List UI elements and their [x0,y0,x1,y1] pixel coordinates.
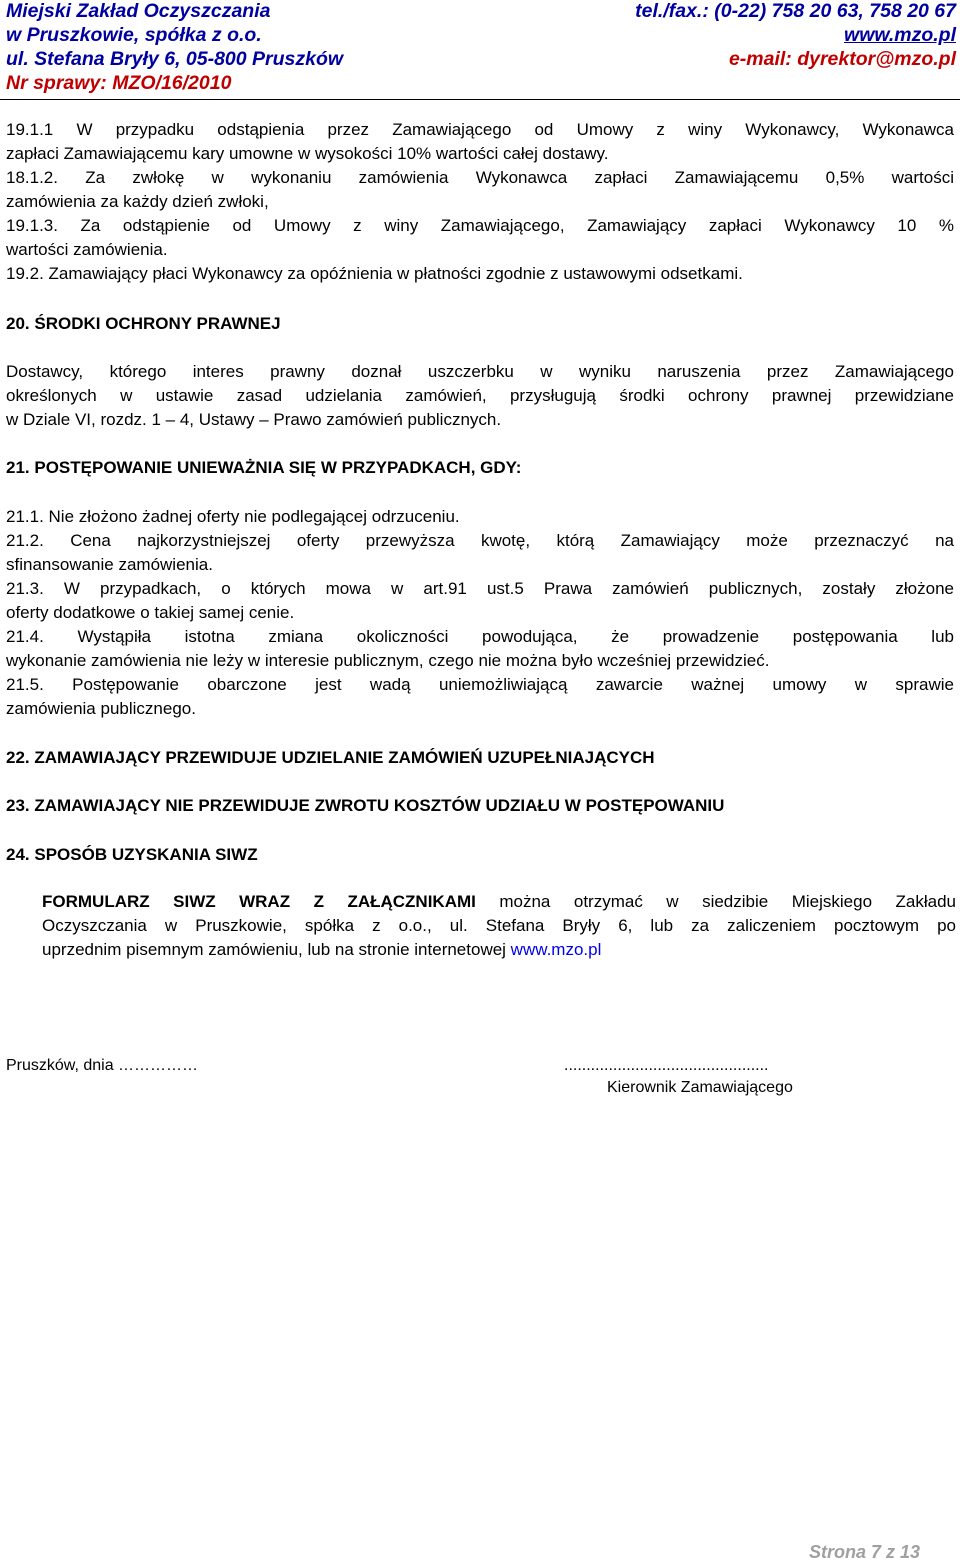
website-link-body[interactable]: www.mzo.pl [510,940,602,959]
s20-line-3: w Dziale VI, rozdz. 1 – 4, Ustawy – Prawo zamówień publicznych. [6,410,502,429]
email-address[interactable]: e-mail: dyrektor@mzo.pl [728,48,956,70]
letterhead-row-4 [6,72,956,95]
website-link[interactable]: www.mzo.pl [844,24,956,46]
signature-dots: .............................................. [564,1057,769,1074]
s21-line-6: 21.4. Wystąpiła istotna zmiana okoliczności powodująca, że prowadzenie postępowania lub [6,627,954,646]
s19-line-6: wartości zamówienia. [6,240,168,259]
s21-line-8: 21.5. Postępowanie obarczone jest wadą uniemożliwiającą zawarcie ważnej umowy w sprawie [6,675,954,694]
company-name: Miejski Zakład Oczyszczania [6,0,271,22]
s24-line-3-text: uprzednim pisemnym zamówieniu, lub na stronie internetowej [42,940,511,959]
section-23-heading: 23. ZAMAWIAJĄCY NIE PRZEWIDUJE ZWROTU KOSZTÓW UDZIAŁU W POSTĘPOWANIU [6,796,725,815]
company-address: ul. Stefana Bryły 6, 05-800 Pruszków [6,48,344,70]
s21-line-5: oferty dodatkowe o takiej samej cenie. [6,603,295,622]
section-24-heading: 24. SPOSÓB UZYSKANIA SIWZ [6,845,258,864]
section-21-heading: 21. POSTĘPOWANIE UNIEWAŻNIA SIĘ W PRZYPADKACH, GDY: [6,458,522,477]
letterhead-row-3 [6,48,956,71]
siwz-form-label: FORMULARZ SIWZ WRAZ Z ZAŁĄCZNIKAMI [42,892,476,911]
s21-line-9: zamówienia publicznego. [6,699,196,718]
s21-line-2: 21.2. Cena najkorzystniejszej oferty przewyższa kwotę, którą Zamawiający może przeznaczyć na [6,531,954,550]
case-number: Nr sprawy: MZO/16/2010 [6,72,232,94]
s19-line-5: 19.1.3. Za odstąpienie od Umowy z winy Zamawiającego, Zamawiający zapłaci Wykonawcy 10 % [6,216,954,235]
phone-fax: tel./fax.: (0-22) 758 20 63, 758 20 67 [635,0,956,22]
company-location: w Pruszkowie, spółka z o.o. [6,24,262,46]
s20-line-2: określonych w ustawie zasad udzielania zamówień, przysługują środki ochrony prawnej przewidziane [6,386,954,405]
s24-line-1 [42,890,956,914]
s20-line-1: Dostawcy, którego interes prawny doznał uszczerbku w wyniku naruszenia przez Zamawiającego [6,362,954,381]
s19-line-2: zapłaci Zamawiającemu kary umowne w wysokości 10% wartości całej dostawy. [6,144,609,163]
s19-line-4: zamówienia za każdy dzień zwłoki, [6,192,269,211]
place-date: Pruszków, dnia …………… [6,1057,199,1074]
s19-line-1: 19.1.1 W przypadku odstąpienia przez Zamawiającego od Umowy z winy Wykonawcy, Wykonawca [6,120,954,139]
letterhead-row-2 [6,24,956,47]
letterhead [0,0,960,100]
s19-line-7: 19.2. Zamawiający płaci Wykonawcy za opóźnienia w płatności zgodnie z ustawowymi odsetkami. [6,264,743,283]
s21-line-4: 21.3. W przypadkach, o których mowa w art.91 ust.5 Prawa zamówień publicznych, zostały złożone [6,579,954,598]
section-20-heading: 20. ŚRODKI OCHRONY PRAWNEJ [6,314,281,333]
s24-line-3 [42,938,956,962]
s21-line-7: wykonanie zamówienia nie leży w interesie publicznym, czego nie można było wcześniej przewidzieć. [6,651,770,670]
s21-line-3: sfinansowanie zamówienia. [6,555,213,574]
s24-line-2: Oczyszczania w Pruszkowie, spółka z o.o., ul. Stefana Bryły 6, lub za zaliczeniem pocztowym po [42,916,956,935]
s24-line-1-rest: można otrzymać w siedzibie Miejskiego Zakładu [475,892,956,911]
section-22-heading: 22. ZAMAWIAJĄCY PRZEWIDUJE UDZIELANIE ZAMÓWIEŃ UZUPEŁNIAJĄCYCH [6,748,655,767]
page-number: Strona 7 z 13 [808,1542,920,1562]
letterhead-row-1 [6,0,956,23]
s21-line-1: 21.1. Nie złożono żadnej oferty nie podlegającej odrzuceniu. [6,507,460,526]
s19-line-3: 18.1.2. Za zwłokę w wykonaniu zamówienia Wykonawca zapłaci Zamawiającemu 0,5% wartości [6,168,954,187]
signatory-role: Kierownik Zamawiającego [607,1079,793,1096]
